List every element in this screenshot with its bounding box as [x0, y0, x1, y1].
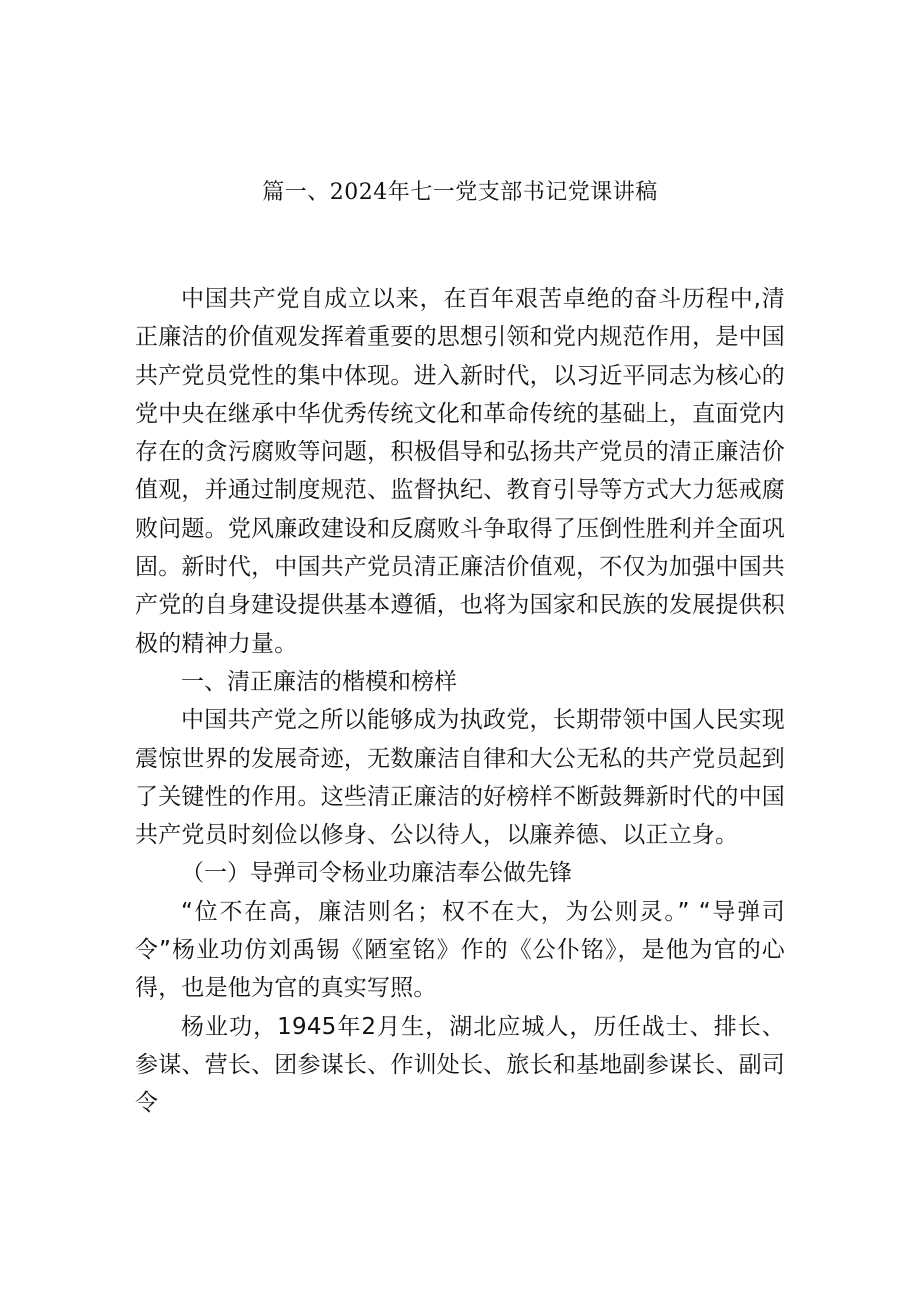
section-1-paragraph: 中国共产党之所以能够成为执政党，长期带领中国人民实现震惊世界的发展奇迹，无数廉洁自律和大公无私的共产党员起到了关键性的作用。这些清正廉洁的好榜样不断鼓舞新时代的中国共产党员时刻俭以修身、公以待人，以廉养德、以正立身。 [135, 707, 785, 849]
quote-paragraph: “位不在高，廉洁则名；权不在大，为公则灵。” “导弹司令”杨业功仿刘禹锡《陋室铭》作的《公仆铭》，是他为官的心得，也是他为官的真实写照。 [135, 898, 785, 1002]
document-body [135, 280, 785, 1123]
subsection-heading-1: （一）导弹司令杨业功廉洁奉公做先锋 [181, 860, 572, 887]
section-heading-1: 一、清正廉洁的楷模和榜样 [181, 668, 457, 695]
intro-paragraph: 中国共产党自成立以来，在百年艰苦卓绝的奋斗历程中,清正廉洁的价值观发挥着重要的思想引领和党内规范作用，是中国共产党员党性的集中体现。进入新时代，以习近平同志为核心的党中央在继承中华优秀传统文化和革命传统的基础上，直面党内存在的贪污腐败等问题，积极倡导和弘扬共产党员的清正廉洁价值观，并通过制度规范、监督执纪、教育引导等方式大力惩戒腐败问题。党风廉政建设和反腐败斗争取得了压倒性胜利并全面巩固。新时代，中国共产党员清正廉洁价值观，不仅为加强中国共产党的自身建设提供基本遵循，也将为国家和民族的发展提供积极的精神力量。 [135, 286, 785, 657]
biography-paragraph: 杨业功，1945年2月生，湖北应城人，历任战士、排长、参谋、营长、团参谋长、作训处长、旅长和基地副参谋长、副司令 [135, 1013, 785, 1117]
document-title: 篇一、2024年七一党支部书记党课讲稿 [262, 180, 658, 205]
